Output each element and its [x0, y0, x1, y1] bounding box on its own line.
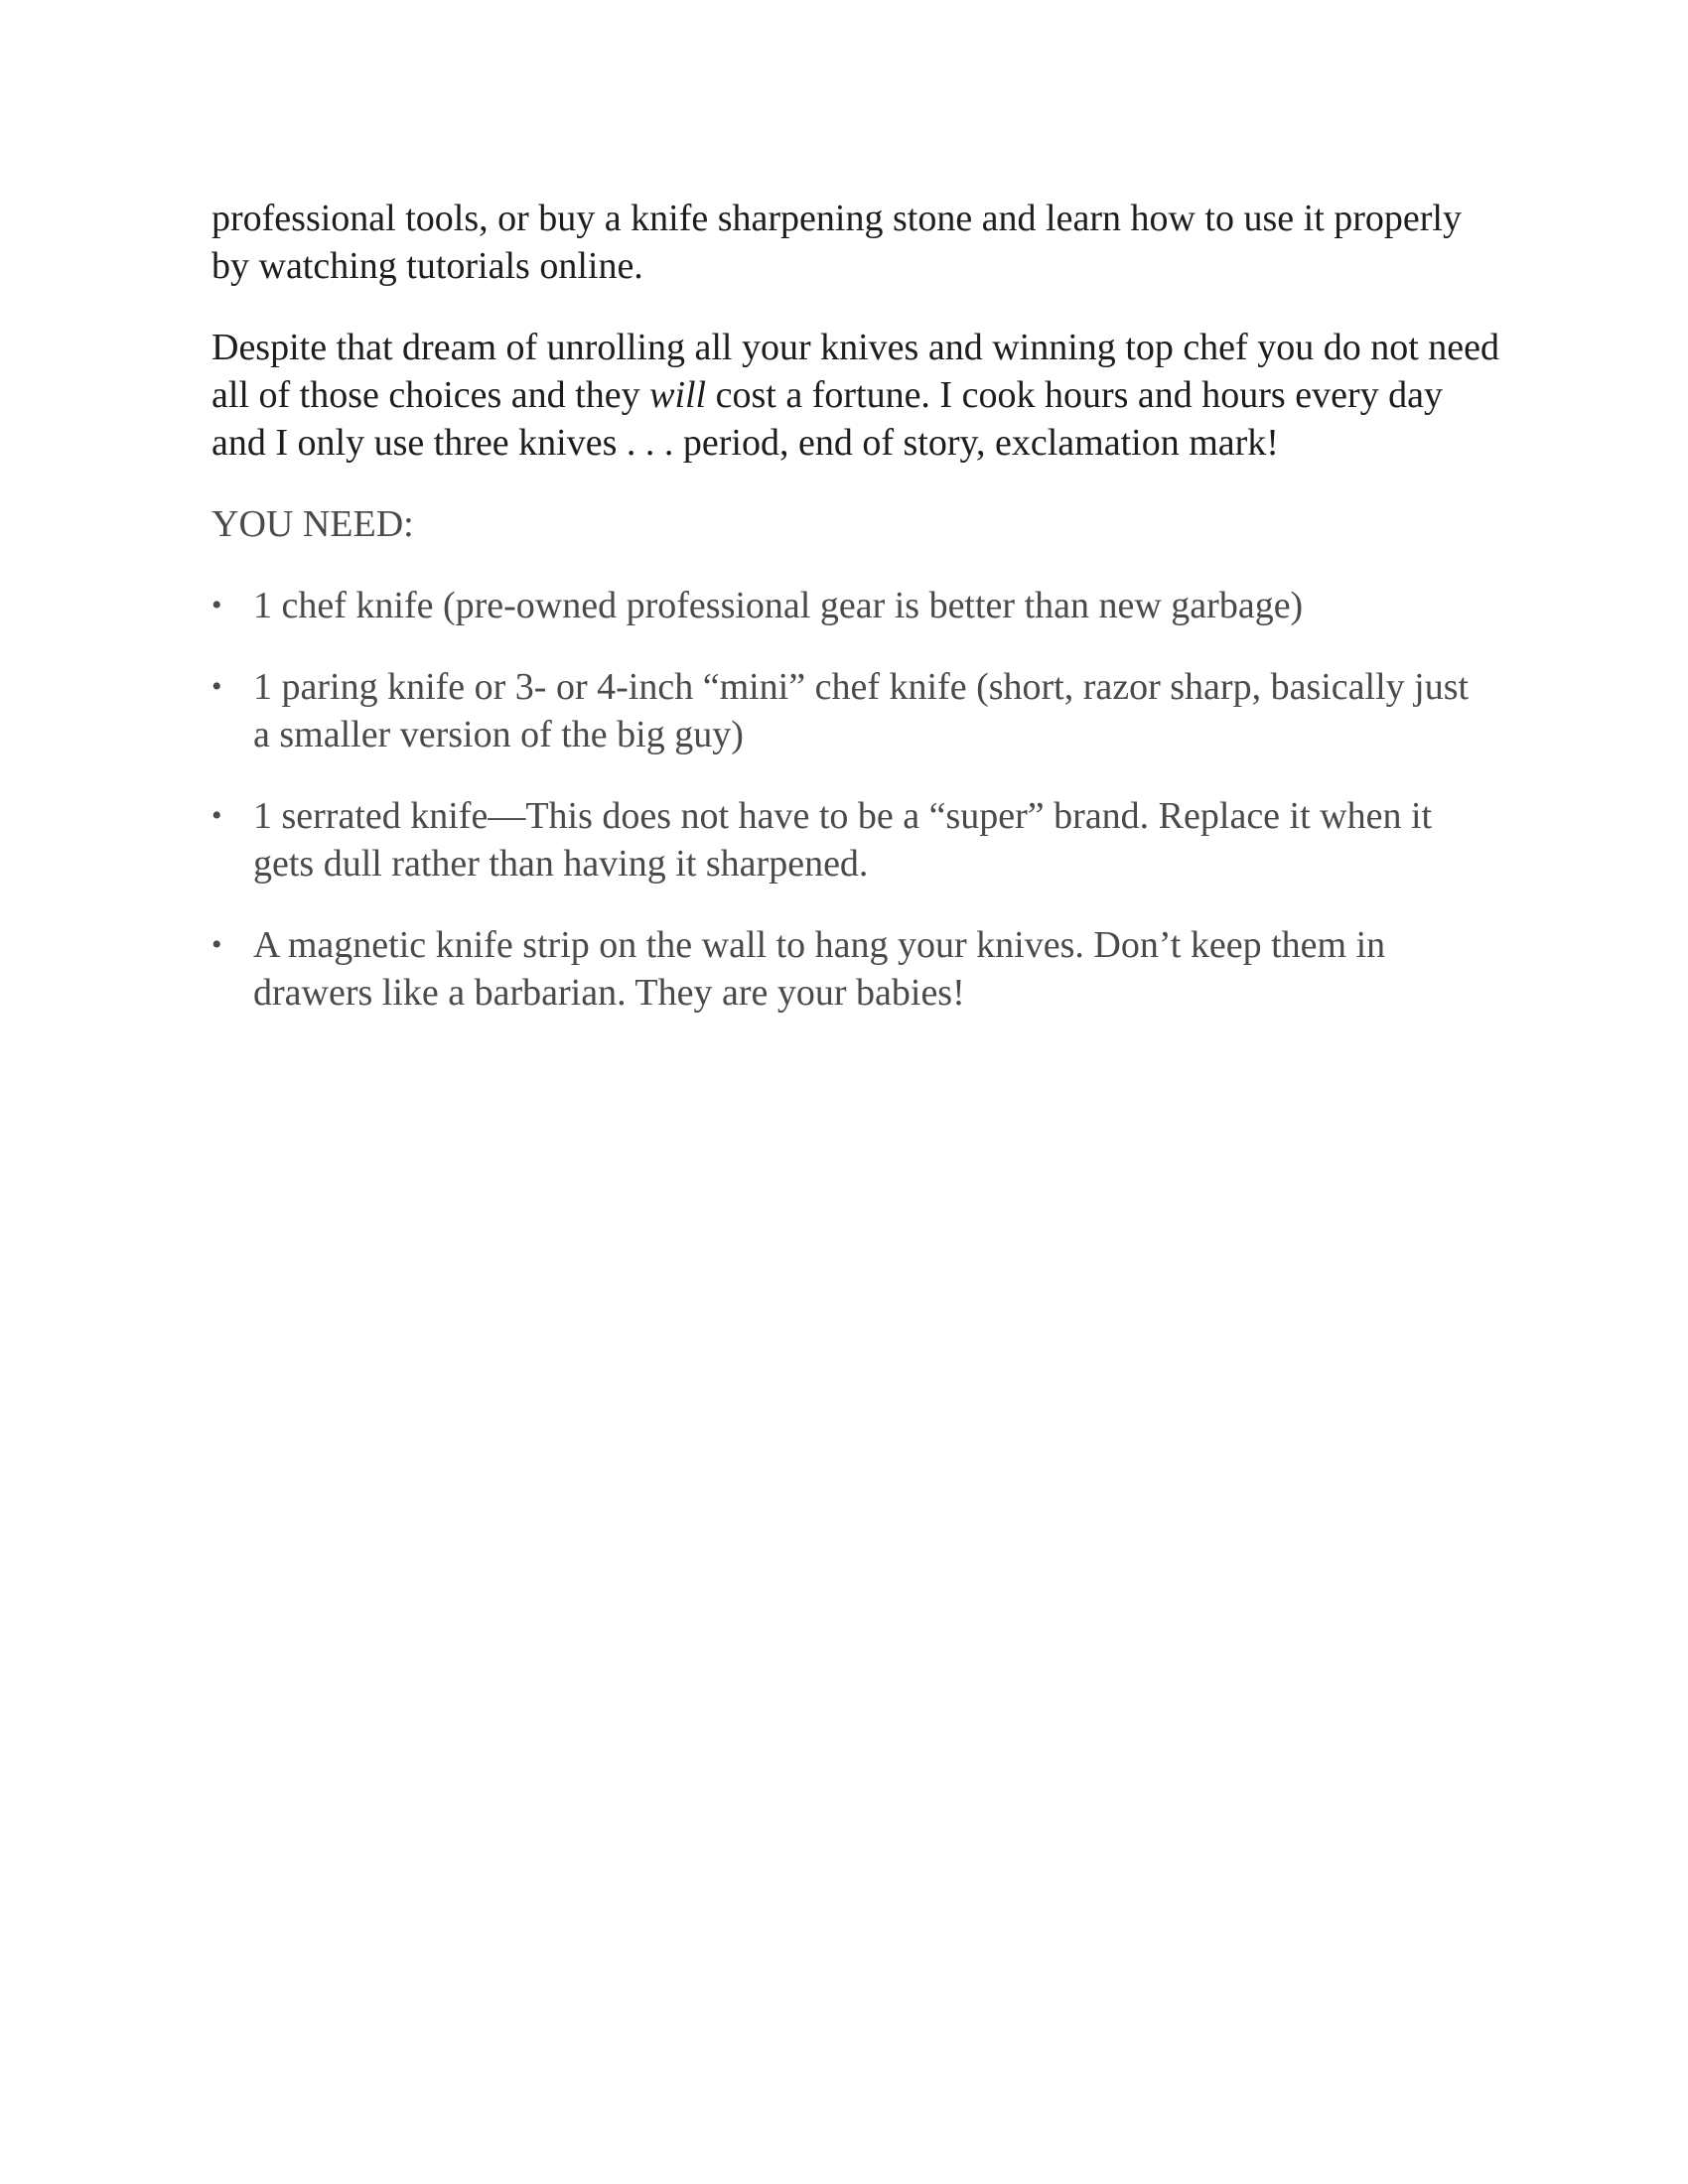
section-heading: YOU NEED:: [211, 503, 414, 545]
list-item-text: 1 paring knife or 3- or 4-inch “mini” chef knife (short, razor sharp, basically just a smaller version of the big guy): [253, 666, 1470, 755]
document-page: [211, 195, 1502, 1050]
list-item-text: 1 chef knife (pre-owned professional gear is better than new garbage): [253, 585, 1304, 626]
bullet-icon: •: [211, 589, 222, 621]
list-item: [211, 582, 1494, 629]
paragraph-intro: professional tools, or buy a knife sharpening stone and learn how to use it properly by watching tutorials online.: [211, 198, 1462, 287]
paragraph-knives-emphasis: will: [649, 374, 707, 416]
paragraph-knives-text-start: Despite that dream of unrolling all your knives and winning top chef you do not need all of those choices and they: [211, 327, 1499, 416]
paragraph-knives: [211, 324, 1502, 467]
bullet-list: [211, 582, 1502, 1017]
list-item-text: A magnetic knife strip on the wall to hang your knives. Don’t keep them in drawers like a barbarian. They are your babies!: [253, 924, 1386, 1014]
list-item: [211, 663, 1494, 758]
list-item-text: 1 serrated knife—This does not have to be a “super” brand. Replace it when it gets dull rather than having it sharpened.: [253, 795, 1433, 885]
bullet-icon: •: [211, 799, 222, 832]
list-item: [211, 921, 1494, 1017]
bullet-icon: •: [211, 928, 222, 961]
paragraph-knives-text-end: cost a fortune. I cook hours and hours every day and I only use three knives . . . period, end of story, exclamation mark!: [211, 374, 1443, 464]
list-item: [211, 792, 1494, 887]
bullet-icon: •: [211, 670, 222, 703]
